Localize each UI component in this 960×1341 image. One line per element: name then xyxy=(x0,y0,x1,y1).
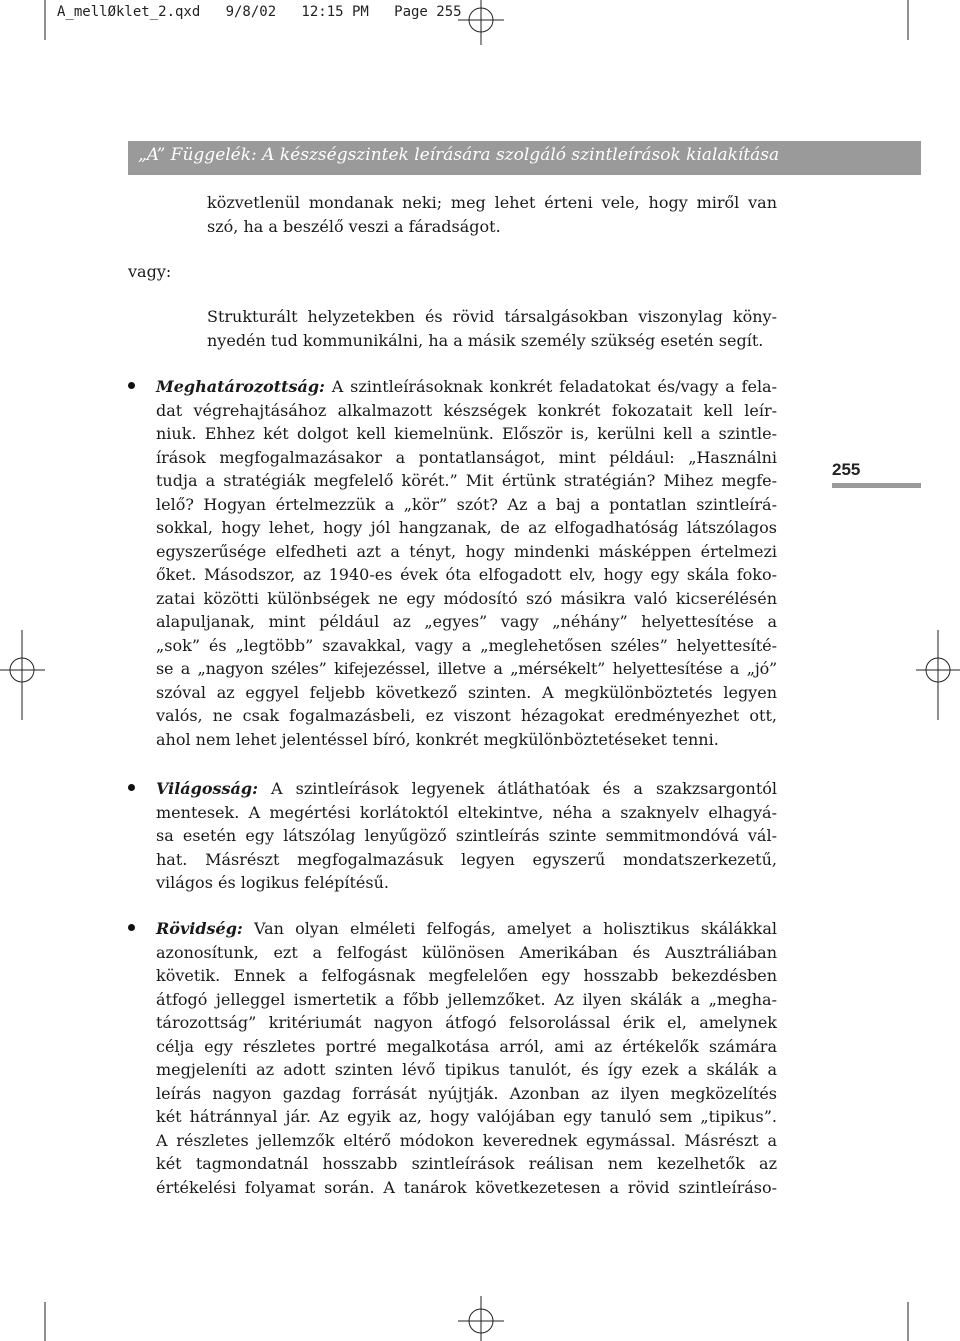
bullet-line: zatai közötti különbségek ne egy módosító szó másikra való kicserélésén xyxy=(156,588,777,608)
page-number: 255 xyxy=(832,460,861,479)
bullet-line: célja egy részletes portré megalkotása arról, ami az értékelők számára xyxy=(156,1036,777,1056)
registration-mark-top-icon xyxy=(458,0,504,50)
bullet-dot xyxy=(128,382,135,389)
bullet-line: sokkal, hogy lehet, hogy jól hangzanak, de az elfogadhatóság látszólagos xyxy=(156,518,777,537)
bullet-meghatarozottsag xyxy=(156,375,777,751)
crop-mark-bottom-left-icon xyxy=(0,1290,60,1341)
section-header-title: „A” Függelék: A készségszintek leírására szolgáló szintleírások kialakítása xyxy=(138,145,780,165)
bullet-line: átfogó jelleggel ismertetik a főbb jellemzőket. Az ilyen skálák a „megha- xyxy=(156,989,777,1009)
bullet-line: egyszerűsége elfedheti azt a tényt, hogy mindenki másképpen értelmezi xyxy=(156,541,777,561)
crop-mark-top-left-icon xyxy=(0,0,60,45)
bullet-term: Meghatározottság: xyxy=(156,377,325,396)
bullet-dot xyxy=(128,784,135,791)
bullet-line: A szintleírások legyenek átláthatóak és a szakzsargontól xyxy=(258,779,777,798)
bullet-vilagossag xyxy=(156,777,777,895)
bullet-line: két tagmondatnál hosszabb szintleírások reálisan nem kezelhetők az xyxy=(156,1154,777,1173)
bullet-line: ahol nem lehet jelentéssel bíró, konkrét megkülönböztetéseket tenni. xyxy=(156,729,719,749)
bullet-line: „sok” és „legtöbb” szavakkal, vagy a „meglehetősen széles” helyettesíté- xyxy=(156,635,777,655)
bullet-line: írások megfogalmazásakor a pontatlanságot, mint például: „Használni xyxy=(156,447,777,467)
page-number-bar xyxy=(832,483,921,488)
bullet-line: A részletes jellemzők eltérő módokon keverednek egymással. Másrészt a xyxy=(156,1130,777,1150)
bullet-term: Rövidség: xyxy=(156,919,243,938)
bullet-line: sa esetén egy látszólag lenyűgöző szintleírás szinte semmitmondóvá vál- xyxy=(156,826,777,845)
intro-line: szó, ha a beszélő veszi a fáradságot. xyxy=(207,216,501,236)
bullet-line: se a „nagyon széles” kifejezéssel, illetve a „mérsékelt” helyettesítése a „jó” xyxy=(156,659,777,678)
crop-mark-bottom-right-icon xyxy=(900,1290,960,1341)
bullet-line: dat végrehajtásához alkalmazott készségek konkrét fokozatait kell leír- xyxy=(156,400,777,420)
bullet-line: két hátránnyal jár. Az egyik az, hogy valójában egy tanuló sem „tipikus”. xyxy=(156,1107,777,1126)
bullet-line: azonosítunk, ezt a felfogást különösen Amerikában és Ausztráliában xyxy=(156,942,777,962)
registration-mark-bottom-icon xyxy=(458,1290,504,1341)
bullet-line: tudja a stratégiák megfelelő körét.” Mit értünk stratégián? Mihez megfe- xyxy=(156,471,777,490)
bullet-rovidseg xyxy=(156,917,777,1199)
bullet-dot xyxy=(128,924,135,931)
bullet-line: leírás nagyon gazdag forrását nyújtják. Azonban az ilyen megközelítés xyxy=(156,1083,777,1103)
bullet-line: alapuljanak, mint például az „egyes” vagy „néhány” helyettesítése a xyxy=(156,612,777,631)
intro-paragraph xyxy=(207,191,777,238)
crop-mark-top-right-icon xyxy=(900,0,960,45)
bullet-line: követik. Ennek a felfogásnak megfelelően egy hosszabb bekezdésben xyxy=(156,966,777,985)
bullet-line: tározottság” kritériumát nagyon átfogó felsorolással érik el, amelynek xyxy=(156,1013,777,1032)
intro-line: közvetlenül mondanak neki; meg lehet érteni vele, hogy miről van xyxy=(207,193,777,212)
bullet-line: megjeleníti az adott szinten lévő tipikus tanulót, és így ezek a skálák a xyxy=(156,1060,777,1079)
alternative-line: nyedén tud kommunikálni, ha a másik személy szükség esetén segít. xyxy=(207,330,764,350)
alternative-paragraph xyxy=(207,305,777,352)
bullet-line: Van olyan elméleti felfogás, amelyet a holisztikus skálákkal xyxy=(242,919,777,938)
or-label: vagy: xyxy=(128,262,172,281)
bullet-line: niuk. Ehhez két dolgot kell kiemelnünk. Először is, kerülni kell a szintle- xyxy=(156,424,777,443)
bullet-line: valós, ne csak fogalmazásbeli, ez viszont hézagokat eredményezhet ott, xyxy=(156,706,777,725)
alternative-line: Strukturált helyzetekben és rövid társalgásokban viszonylag köny- xyxy=(207,307,777,326)
registration-mark-right-icon xyxy=(912,625,960,725)
bullet-line: szóval az eggyel feljebb következő szinten. A megkülönböztetés legyen xyxy=(156,682,777,702)
slug-line: A_mellØklet_2.qxd 9/8/02 12:15 PM Page 255 xyxy=(57,4,462,20)
bullet-line: A szintleírásoknak konkrét feladatokat és/vagy a fela- xyxy=(324,377,777,396)
bullet-line: világos és logikus felépítésű. xyxy=(156,873,389,892)
bullet-line: mentesek. A megértési korlátoktól eltekintve, néha a szaknyelv elhagyá- xyxy=(156,802,777,822)
bullet-line: hat. Másrészt megfogalmazásuk legyen egyszerű mondatszerkezetű, xyxy=(156,849,777,869)
registration-mark-left-icon xyxy=(0,625,50,725)
bullet-line: őket. Másodszor, az 1940-es évek óta elfogadott elv, hogy egy skála foko- xyxy=(156,565,777,584)
bullet-term: Világosság: xyxy=(156,779,258,798)
bullet-line: értékelési folyamat során. A tanárok következetesen a rövid szintleíráso- xyxy=(156,1177,777,1197)
bullet-line: lelő? Hogyan értelmezzük a „kör” szót? Az a baj a pontatlan szintleírá- xyxy=(156,494,777,514)
